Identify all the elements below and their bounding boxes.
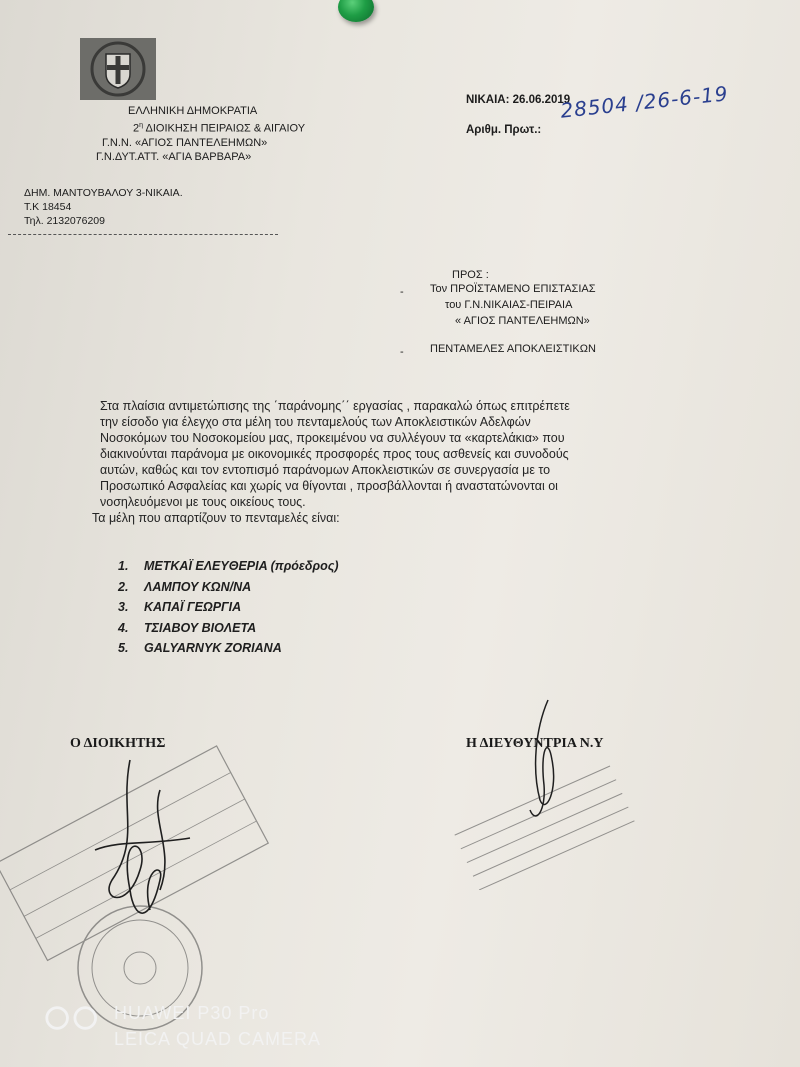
members-list <box>118 556 339 659</box>
date-line: ΝΙΚΑΙΑ: 26.06.2019 <box>466 94 571 106</box>
hospital-line: Γ.Ν.Ν. «ΑΓΙΟΣ ΠΑΝΤΕΛΕΗΜΩΝ» <box>102 136 268 149</box>
body-line: Προσωπικό Ασφαλείας και χωρίς να θίγονται , προσβάλλονται ή αναστατώνονται οι <box>100 479 558 493</box>
body-line: Τα μέλη που απαρτίζουν το πενταμελές είναι: <box>92 511 340 525</box>
camera-watermark <box>44 1003 322 1049</box>
hospital-line-2: Γ.Ν.ΔΥΤ.ΑΤΤ. «ΑΓΙΑ ΒΑΡΒΑΡΑ» <box>96 151 252 164</box>
org-region-line: $2^\eta$ ΔΙΟΙΚΗΣΗ ΠΕΙΡΑΙΩΣ & ΑΙΓΑΙΟΥ <box>133 121 306 135</box>
body-line: Στα πλαίσια αντιμετώπισης της ΄παράνομης΄΄ εργασίας , παρακαλώ όπως επιτρέπετε <box>100 399 570 413</box>
recipient-1-line-1: Τον ΠΡΟΪΣΤΑΜΕΝΟ ΕΠΙΣΤΑΣΙΑΣ <box>430 283 596 295</box>
recipient-2: ΠΕΝΤΑΜΕΛΕΣ ΑΠΟΚΛΕΙΣΤΙΚΩΝ <box>430 343 596 355</box>
phone-number: Τηλ. 2132076209 <box>24 215 105 227</box>
green-pushpin <box>338 0 374 22</box>
leica-rings-icon <box>44 1003 104 1033</box>
street-address: ΔΗΜ. ΜΑΝΤΟΥΒΑΛΟΥ 3-ΝΙΚΑΙΑ. <box>24 187 183 199</box>
protocol-number-label: Αριθμ. Πρωτ.: <box>466 124 542 136</box>
list-item: 1. ΜΕΤΚΑΪ ΕΛΕΥΘΕΡΙΑ (πρόεδρος) <box>118 559 339 573</box>
list-item: 5. GALYARNYK ZORIANA <box>118 641 282 655</box>
recipient-1-line-3: « ΑΓΙΟΣ ΠΑΝΤΕΛΕΗΜΩΝ» <box>455 315 590 327</box>
body-line: νοσηλευόμενοι με τους οικείους τους. <box>100 495 306 509</box>
recipient-dash-1: - <box>400 286 404 298</box>
issuer-header <box>88 104 305 165</box>
list-item: 3. ΚΑΠΑΪ ΓΕΩΡΓΙΑ <box>118 600 242 614</box>
issuer-address <box>24 186 183 228</box>
camera-lens-text: LEICA QUAD CAMERA <box>114 1029 322 1049</box>
recipients-label: ΠΡΟΣ : <box>452 269 489 281</box>
header-divider <box>8 234 278 235</box>
body-line: Νοσοκόμων του Νοσοκομείου μας, προκειμένου να συλλέγουν τα «καρτελάκια» που <box>100 431 565 445</box>
nursing-director-stamp-and-signature <box>440 690 640 890</box>
handwritten-protocol-number: 28504 /26-6-19 <box>559 81 730 123</box>
recipient-1-line-2: του Γ.Ν.ΝΙΚΑΙΑΣ-ΠΕΙΡΑΙΑ <box>445 299 573 311</box>
list-item: 2. ΛΑΜΠΟΥ ΚΩΝ/ΝΑ <box>118 579 252 594</box>
letter-body <box>92 398 696 526</box>
org-name-line: ΕΛΛΗΝΙΚΗ ΔΗΜΟΚΡΑΤΙΑ <box>128 105 258 117</box>
greek-coat-of-arms-emblem <box>80 38 156 100</box>
body-line: διακινούνται παράνομα με οικονομικές προσφορές προς τους ασθενείς και συνοδούς <box>100 447 569 461</box>
body-line: την είσοδο για έλεγχο στα μέλη του πενταμελούς των Αποκλειστικών Αδελφών <box>100 415 531 429</box>
list-item: 4. ΤΣΙΑΒΟΥ ΒΙΟΛΕΤΑ <box>118 620 257 635</box>
postal-code: Τ.Κ 18454 <box>24 201 72 213</box>
director-title: Ο ΔΙΟΙΚΗΤΗΣ <box>70 736 166 751</box>
camera-model-text: HUAWEI P30 Pro <box>114 1003 270 1023</box>
date-block <box>466 94 571 136</box>
recipient-dash-2: - <box>400 346 404 358</box>
body-line: αυτών, καθώς και τον εντοπισμό παράνομων Αποκλειστικών σε συνεργασία με το <box>100 463 551 477</box>
nursing-director-title: Η ΔΙΕΥΘΥΝΤΡΙΑ Ν.Υ <box>466 736 604 751</box>
director-stamp-and-signature <box>0 720 300 1040</box>
